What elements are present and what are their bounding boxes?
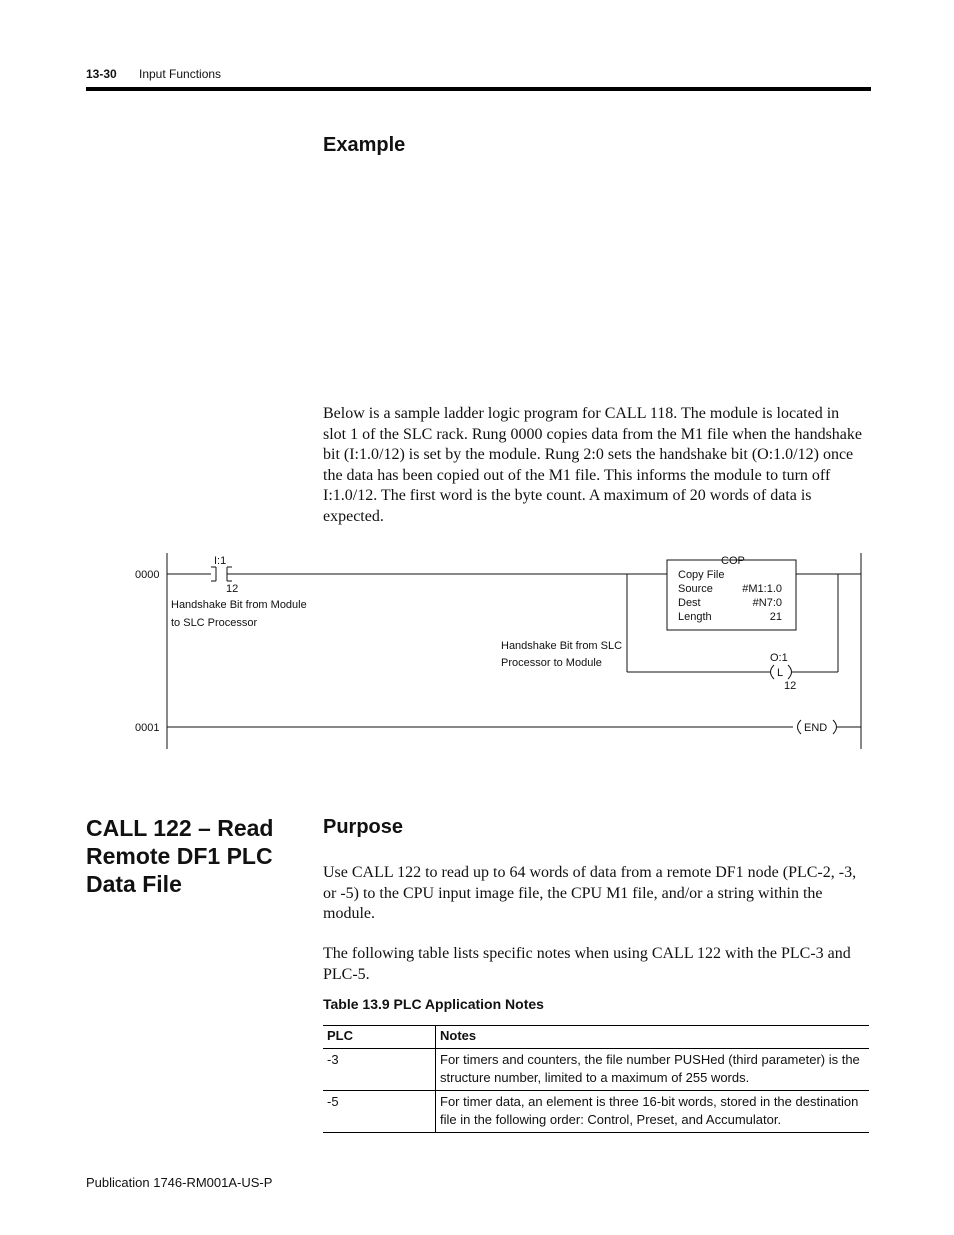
table-header-plc: PLC (323, 1026, 436, 1049)
contact-description-1: Handshake Bit from Module (171, 599, 307, 611)
rung-number-0000: 0000 (135, 569, 160, 581)
cop-length-value: 21 (769, 611, 782, 623)
coil-right-paren (788, 665, 792, 679)
header-rule (86, 87, 871, 91)
coil-description-2: Processor to Module (501, 657, 602, 669)
publication-footer: Publication 1746-RM001A-US-P (86, 1175, 273, 1190)
coil-description-1: Handshake Bit from SLC (501, 640, 623, 652)
table-caption: Table 13.9 PLC Application Notes (323, 996, 544, 1012)
table-intro-paragraph: The following table lists specific notes when using CALL 122 with the PLC-3 and PLC-5. (323, 945, 851, 983)
table-cell-notes: For timers and counters, the file number PUSHed (third parameter) is the structure number, limited to a maximum of 255 words. (436, 1049, 870, 1091)
call-122-heading: CALL 122 – Read Remote DF1 PLC Data File (86, 815, 274, 897)
cop-dest-value: #N7:0 (752, 597, 782, 609)
coil-address: O:1 (770, 652, 788, 664)
rung-number-0001: 0001 (135, 722, 160, 734)
cop-dest-label: Dest (678, 597, 701, 609)
table-cell-plc: -5 (323, 1091, 436, 1133)
contact-bit: 12 (226, 583, 239, 595)
coil-left-paren (771, 665, 775, 679)
cop-length-label: Length (678, 611, 712, 623)
page-number: 13-30 (86, 67, 117, 81)
contact-address: I:1 (214, 555, 227, 567)
purpose-heading: Purpose (323, 816, 404, 838)
end-instruction: END (804, 722, 828, 734)
coil-type: L (777, 667, 784, 679)
example-paragraph: Below is a sample ladder logic program for CALL 118. The module is located in slot 1 of the SLC rack. Rung 0000 copies data from the M1 file when the handshake bit (I:1.0/12) is set by the module. Rung 2:0 sets the handshake bit (O:1.0/12) once the data has been copied out of the M1 file. This informs the module to turn off I:1.0/12. The first word is the byte count. A maximum of 20 words of data is expected. (323, 405, 862, 525)
cop-title: COP (721, 555, 745, 567)
table-row (323, 1091, 869, 1133)
ladder-diagram (120, 545, 880, 755)
coil-bit: 12 (784, 680, 797, 692)
contact-description-2: to SLC Processor (171, 617, 258, 629)
end-right-paren (833, 720, 837, 734)
table-cell-plc: -3 (323, 1049, 436, 1091)
cop-name: Copy File (678, 569, 725, 581)
plc-notes-table (323, 1025, 869, 1133)
table-row (323, 1049, 869, 1091)
section-title: Input Functions (139, 67, 222, 81)
cop-source-value: #M1:1.0 (742, 583, 782, 595)
table-header-notes: Notes (436, 1026, 870, 1049)
cop-source-label: Source (678, 583, 713, 595)
end-left-paren (798, 720, 802, 734)
table-header-row (323, 1026, 869, 1049)
purpose-paragraph: Use CALL 122 to read up to 64 words of data from a remote DF1 node (PLC-2, -3, or -5) to the CPU input image file, the CPU M1 file, and/or a string within the module. (323, 864, 857, 922)
table-cell-notes: For timer data, an element is three 16-bit words, stored in the destination file in the following order: Control, Preset, and Accumulator. (436, 1091, 870, 1133)
example-heading: Example (323, 134, 406, 156)
